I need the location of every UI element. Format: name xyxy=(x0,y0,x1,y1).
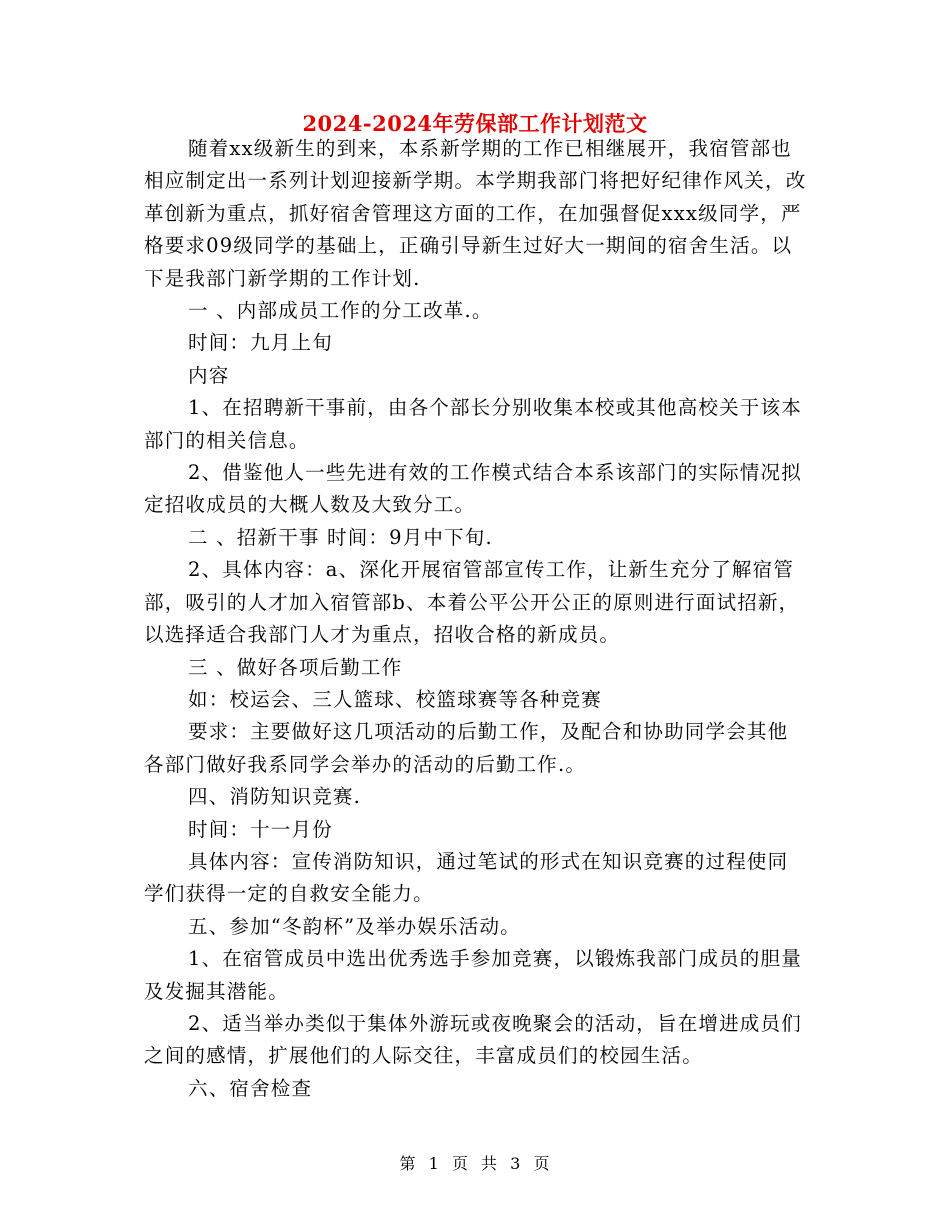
paragraph: 2、适当举办类似于集体外游玩或夜晚聚会的活动，旨在增进成员们之间的感情，扩展他们的人际交往，丰富成员们的校园生活。 xyxy=(144,1011,802,1068)
paragraph: 要求：主要做好这几项活动的后勤工作，及配合和协助同学会其他各部门做好我系同学会举办的活动的后勤工作.。 xyxy=(144,720,789,776)
footer-suffix: 页 xyxy=(533,1154,551,1173)
footer-total-pages: 3 xyxy=(510,1154,522,1173)
section-heading: 二 、招新干事 时间：9月中下旬. xyxy=(188,525,493,549)
page-footer xyxy=(0,1153,950,1175)
paragraph: 具体内容：宣传消防知识，通过笔试的形式在知识竞赛的过程使同学们获得一定的自救安全能力。 xyxy=(144,849,789,906)
paragraph: 2、具体内容：a、深化开展宿管部宣传工作，让新生充分了解宿管部，吸引的人才加入宿管部b、本着公平公开公正的原则进行面试招新，以选择适合我部门人才为重点，招收合格的新成员。 xyxy=(144,558,800,647)
paragraph: 时间：九月上旬 xyxy=(188,331,333,355)
footer-current-page: 1 xyxy=(428,1154,440,1173)
section-heading: 六、宿舍检查 xyxy=(188,1076,313,1100)
section-heading: 四、消防知识竞赛. xyxy=(188,785,361,809)
document-title: 2024-2024年劳保部工作计划范文 xyxy=(302,111,648,136)
paragraph: 内容 xyxy=(188,363,230,387)
section-heading: 五、参加“冬韵杯”及举办娱乐活动。 xyxy=(188,914,521,938)
section-heading: 一 、内部成员工作的分工改革.。 xyxy=(188,299,493,323)
footer-total-word: 共 xyxy=(481,1154,499,1173)
footer-prefix: 第 xyxy=(399,1154,417,1173)
paragraph: 随着xx级新生的到来，本系新学期的工作已相继展开，我宿管部也相应制定出一系列计划迎接新学期。本学期我部门将把好纪律作风关，改革创新为重点，抓好宿舍管理这方面的工作，在加强督促xxx级同学，严格要求09级同学的基础上，正确引导新生过好大一期间的宿舍生活。以下是我部门新学期的工作计划. xyxy=(144,137,807,290)
footer-page-word: 页 xyxy=(451,1154,469,1173)
paragraph: 时间：十一月份 xyxy=(188,817,333,841)
paragraph: 2、借鉴他人一些先进有效的工作模式结合本系该部门的实际情况拟定招收成员的大概人数及大致分工。 xyxy=(144,461,802,517)
paragraph: 如：校运会、三人篮球、校篮球赛等各种竞赛 xyxy=(188,687,603,711)
paragraph: 1、在招聘新干事前，由各个部长分别收集本校或其他高校关于该本部门的相关信息。 xyxy=(144,396,802,452)
paragraph: 1、在宿管成员中选出优秀选手参加竞赛，以锻炼我部门成员的胆量及发掘其潜能。 xyxy=(144,947,802,1003)
section-heading: 三 、做好各项后勤工作 xyxy=(188,655,403,679)
document-body xyxy=(144,133,808,1105)
